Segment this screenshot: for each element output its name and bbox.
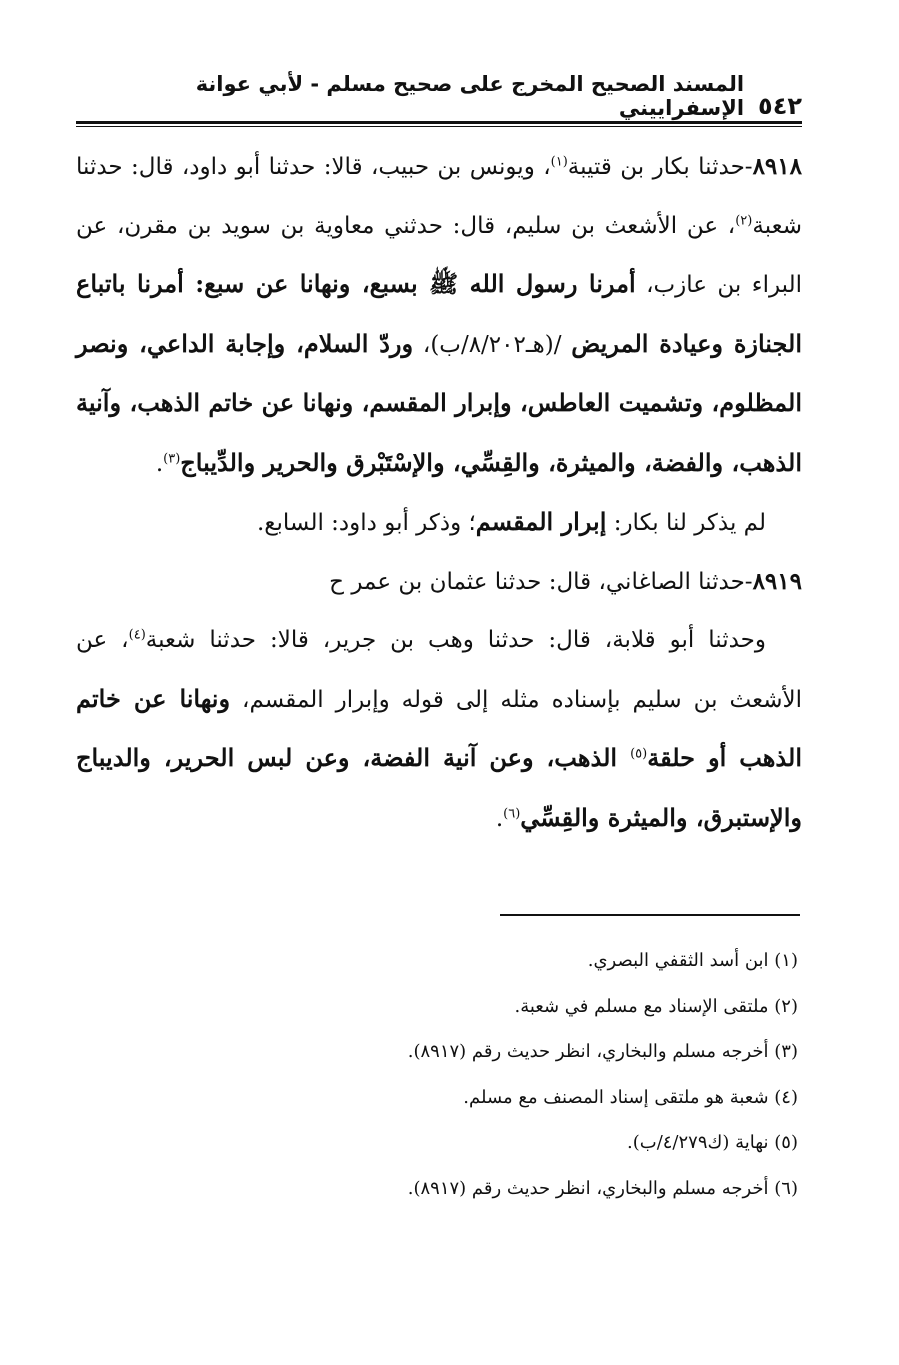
text-span: ، ويونس بن حبيب، قالا: حدثنا أبو داود، قال: حدثنا شعبة bbox=[76, 154, 802, 239]
footnote-2: (٢) ملتقى الإسناد مع مسلم في شعبة. bbox=[514, 995, 798, 1017]
text-span: ؛ وذكر أبو داود: السابع. bbox=[256, 510, 476, 536]
footnote-1: (١) ابن أسد الثقفي البصري. bbox=[587, 950, 798, 971]
footnotes bbox=[76, 938, 802, 1211]
footnote-4: (٤) شعبة هو ملتقى إسناد المصنف مع مسلم. bbox=[463, 1086, 798, 1108]
hadith-number: ٨٩١٩ bbox=[752, 567, 802, 595]
page-number: ٥٤٢ bbox=[758, 92, 802, 120]
narrator-note bbox=[76, 493, 802, 553]
footnote-ref-6: (٦) bbox=[503, 805, 521, 821]
bold-matn: أمرنا رسول الله ﷺ بسبع، ونهانا عن سبع: أمرنا باتباع الجنازة وعيادة المريض bbox=[76, 269, 803, 358]
footnote-separator bbox=[500, 914, 800, 916]
running-title: المسند الصحيح المخرج على صحيح مسلم - لأبي عوانة الإسفراييني bbox=[195, 72, 745, 120]
main-text bbox=[76, 138, 802, 848]
footnote-ref-4: (٤) bbox=[128, 627, 146, 643]
hadith-8919-continuation bbox=[76, 611, 802, 848]
bold-matn: الذهب، وعن آنية الفضة، وعن لبس الحرير، والديباج والإستبرق، والميثرة والقِسِّي bbox=[76, 743, 802, 832]
text-span: ، عن الأشعث بن سليم بإسناده مثله إلى قوله وإبرار المقسم، bbox=[76, 627, 802, 713]
page-header bbox=[76, 74, 802, 120]
footnote-6: (٦) أخرجه مسلم والبخاري، انظر حديث رقم (٨٩١٧). bbox=[407, 1177, 798, 1199]
text-span: ، عن الأشعث بن سليم، قال: حدثني معاوية بن سويد بن مقرن، عن البراء بن عازب، bbox=[76, 212, 802, 298]
footnote-3: (٣) أخرجه مسلم والبخاري، انظر حديث رقم (٨٩١٧). bbox=[407, 1041, 798, 1062]
bold-phrase: إبرار المقسم bbox=[475, 507, 607, 536]
hadith-number: ٨٩١٨ bbox=[752, 153, 802, 180]
footnote-ref-2: (٢) bbox=[735, 212, 753, 228]
text-span: وحدثنا أبو قلابة، قال: حدثنا وهب بن جرير، قالا: حدثنا شعبة bbox=[145, 627, 767, 653]
text-span: -حدثنا بكار بن قتيبة bbox=[567, 154, 753, 180]
text-span: . bbox=[155, 450, 164, 477]
hadith-8918 bbox=[76, 138, 802, 493]
footnote-ref-5: (٥) bbox=[630, 746, 648, 762]
footnote-5: (٥) نهاية (ك٤/٢٧٩/ب). bbox=[627, 1132, 798, 1153]
header-rule-thin bbox=[76, 126, 802, 127]
manuscript-marker: /(هـ٨/٢٠٢/ب)، bbox=[413, 331, 572, 358]
bold-matn: ونهانا عن خاتم الذهب أو حلقة bbox=[76, 683, 802, 772]
text-span: لم يذكر لنا بكار: bbox=[606, 510, 766, 536]
text-span: . bbox=[495, 805, 504, 832]
text-span: -حدثنا الصاغاني، قال: حدثنا عثمان بن عمر ح bbox=[329, 568, 753, 595]
footnote-ref-1: (١) bbox=[550, 154, 568, 170]
header-rule bbox=[76, 121, 802, 124]
footnote-ref-3: (٣) bbox=[163, 450, 181, 466]
hadith-8919 bbox=[76, 553, 802, 612]
bold-matn: وردّ السلام، وإجابة الداعي، ونصر المظلوم، وتشميت العاطس، وإبرار المقسم، ونهانا عن خاتم الذهب، وآنية الذهب، والفضة، والميثرة، والقِسِّي، والإسْتَبْرق والحرير والدِّيباج bbox=[76, 328, 802, 477]
